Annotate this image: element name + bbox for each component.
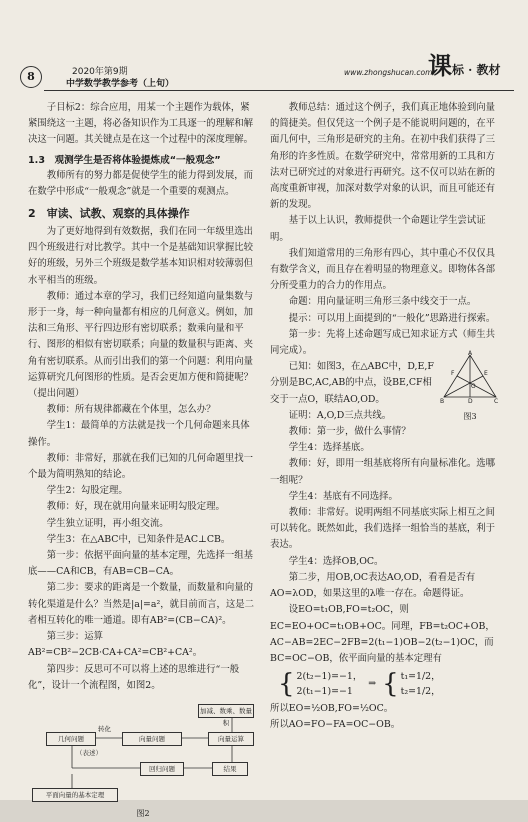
brand-subtitle: 标 · 教材	[452, 63, 501, 77]
box-operations: 加减、数乘、数量积	[198, 704, 254, 718]
section-heading-2: 2 审读、试教、观察的具体操作	[28, 207, 190, 221]
issue-label: 2020年第9期	[72, 67, 128, 77]
figure-3-caption: 图3	[463, 412, 477, 422]
magazine-title: 中学数学教学参考（上旬）	[66, 79, 175, 89]
page-number: 8	[20, 66, 42, 88]
paragraph: 设EO=t₁OB,FO=t₂OC，则EC=EO+OC=t₁OB+OC。同理，FB=t₂OC+OB，AC−AB=2EC−2FB=2(t₁−1)OB−2(t₂−1)OC，而BC=OC−OB，依平面向量的基本定理有	[270, 604, 495, 664]
right-column	[270, 100, 502, 734]
paragraph: 教师所有的努力都是促使学生的能力得到发展，而在数学中形成“一般观念”就是一个重要的观测点。	[28, 169, 254, 197]
brand-logo	[428, 46, 501, 81]
label-express: （表述）	[76, 748, 102, 757]
section-heading-1-3: 1.3 观测学生是否将体验提炼成“一般观念”	[28, 154, 221, 166]
paragraph: 学生1：最简单的方法就是找一个几何命题来具体操作。	[28, 420, 250, 448]
box-vector-calc: 向量运算	[208, 732, 254, 746]
paragraph: 学生4：基底有不同选择。	[288, 490, 398, 502]
svg-text:A: A	[468, 350, 473, 358]
svg-text:B: B	[440, 398, 445, 406]
box-result: 结果	[212, 762, 248, 776]
paragraph: 我们知道常用的三角形有四心，其中重心不仅仅具有数学含义，而且存在着明显的物理意义。即物体各部分所受重力的合力的作用点。	[270, 247, 496, 292]
triangle-figure-3	[440, 350, 500, 422]
paragraph: 第三步：运算AB²=CB²−2CB·CA+CA²=CB²+CA²。	[28, 631, 203, 659]
paragraph: 学生2：勾股定理。	[46, 485, 128, 497]
right-brace: {	[382, 669, 399, 700]
paragraph: 教师：所有规律都藏在个体里，怎么办？	[46, 404, 216, 416]
paragraph: 教师：非常好，那就在我们已知的几何命题里找一个最为简明熟知的结论。	[28, 452, 254, 481]
paragraph: 子目标2：综合应用，用某一个主题作为载体，紧紧围绕这一主题，将必备知识作为工具逐一的理解和解决这一问题。其关键点是在这一个过程中的深度理解。	[28, 102, 254, 146]
paragraph: 学生独立证明，再小组交流。	[46, 517, 169, 529]
paragraph: 基于以上认识，教师提供一个命题让学生尝试证明。	[270, 215, 486, 243]
paragraph: 教师：非常好。说明两组不同基底实际上相互之间可以转化。既然如此，我们选择一组恰当的基底，利于表达。	[270, 507, 496, 551]
paragraph: 第二步：要求的距离是一个数量，而数量和向量的转化渠道是什么？当然是|a|=a²，就目前而言，这是二者相互转化的唯一通道。即有AB²=(CB−CA)²。	[28, 582, 254, 626]
box-vector-problem: 向量问题	[122, 732, 182, 746]
paragraph: 教师：好，即用一组基底将所有向量标准化。选哪一组呢？	[270, 458, 496, 486]
paragraph: 命题：用向量证明三角形三条中线交于一点。	[288, 296, 477, 308]
paragraph: 第二步，用OB,OC表达AO,OD，看看是否有AO=λOD，如果这里的λ唯一存在。命题得证。	[270, 571, 476, 600]
implies-arrow: ⇒	[368, 678, 377, 689]
page-header	[8, 51, 520, 94]
svg-text:O: O	[471, 383, 476, 391]
left-column	[28, 100, 258, 822]
paragraph: 证明：A,O,D三点共线。	[288, 409, 392, 421]
paragraph: 第一步：先将上述命题写成已知求证方式（师生共同完成）。	[270, 328, 496, 357]
paragraph: 学生3：在△ABC中，已知条件是AC⊥CB。	[46, 533, 231, 545]
paragraph: 为了更好地得到有效数据，我们在同一年级里选出四个班级进行对比教学。其中一个是基础知识掌握比较好的班级，另外三个班级是数学基本知识相对较薄弱但水平相当的班级。	[28, 226, 254, 286]
equation-line: 2(t₂−1)=−1，	[296, 671, 363, 683]
paragraph: 提示：可以用上面提到的“一般化”思路进行探索。	[288, 312, 496, 324]
box-base-theorem: 平面向量的基本定理	[32, 788, 118, 802]
svg-text:D: D	[468, 398, 473, 406]
paragraph: 所以EO=½OB,FO=½OC。	[270, 703, 394, 715]
header-rule	[44, 90, 514, 91]
box-back-to-problem: 回归问题	[140, 762, 184, 776]
left-brace: {	[278, 669, 295, 700]
figure-2-caption: 图2	[136, 808, 150, 818]
paragraph: 学生4：选择基底。	[288, 442, 370, 454]
paragraph: 第一步：依据平面向量的基本定理，先选择一组基底——CA和CB，有AB=CB−CA。	[28, 550, 254, 578]
solution-line: t₁=1/2，	[400, 671, 441, 683]
paragraph: 教师：第一步，做什么事情？	[288, 426, 411, 438]
paragraph: 已知：如图3，在△ABC中，D,E,F分别是BC,AC,AB的中点，设BE,CF相交于一点O，联结AO,OD。	[270, 361, 434, 405]
equation-system	[278, 669, 502, 699]
solution-line: t₂=1/2，	[400, 686, 441, 698]
svg-text:F: F	[451, 370, 455, 378]
paragraph: 第四步：反思可不可以将上述的思维进行“一般化”，设计一个流程图，如图2。	[28, 663, 240, 691]
svg-text:E: E	[484, 370, 488, 378]
website-url: www.zhongshucan.com	[344, 68, 433, 77]
box-geometry: 几何问题	[46, 732, 96, 746]
equation-line: 2(t₁−1)=−1	[296, 686, 353, 698]
flowchart-figure-2	[32, 696, 252, 806]
paragraph: 教师：通过本章的学习，我们已经知道向量集数与形于一身，每一种向量都有相应的几何意义。例如，加法和三角形、平行四边形有密切联系；数乘向量和平行、图形的相似有密切联系；向量的数量积与距离、夹角有密切联系。从而引出我们的第一个问题：利用向量运算研究几何图形的性质。是否会更加方便和简捷呢？（提出问题）	[28, 290, 254, 400]
triangle-diagram	[440, 350, 500, 406]
brand-char: 课	[428, 51, 452, 80]
paragraph: 教师：好，现在就用向量来证明勾股定理。	[46, 501, 225, 513]
paragraph: 教师总结：通过这个例子，我们真正地体验到向量的简捷美。但仅凭这一个例子是不能说明问题的，在平面几何中，三角形是研究的主角。在初中我们获得了三角形的许多性质。在数学研究中，常常用新的工具和方法对已研究过的对象进行再研究。这不仅可以站在新的高度重新审视，加深对数学对象的认识，而且可能还有新的发现。	[270, 102, 496, 211]
paragraph: 所以AO=FO−FA=OC−OB。	[270, 719, 401, 731]
label-convert: 转化	[98, 724, 111, 733]
svg-text:C: C	[494, 398, 499, 406]
paragraph: 学生4：选择OB,OC。	[288, 555, 384, 567]
